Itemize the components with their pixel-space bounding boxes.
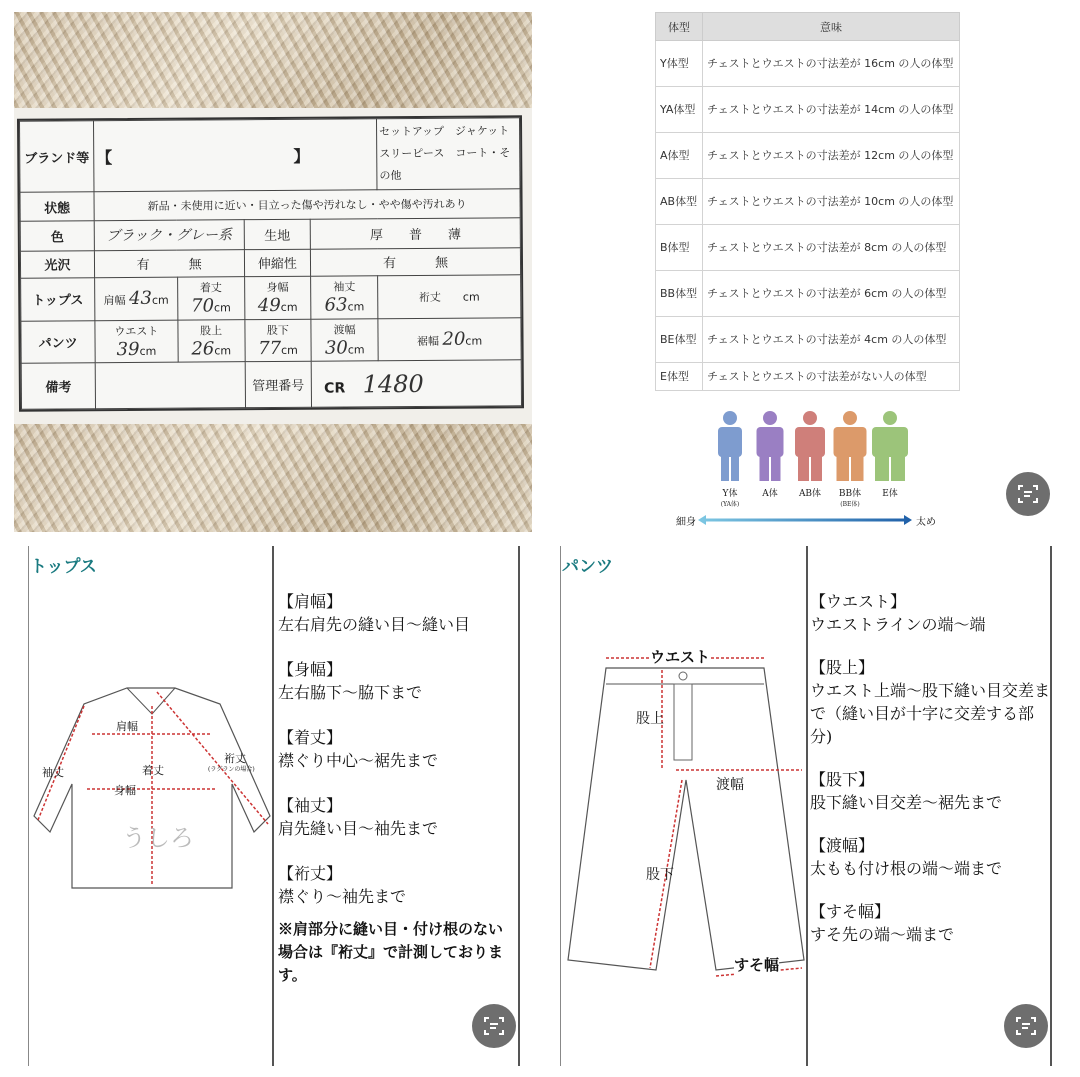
diagram-waist-label: ウエスト [650,648,711,666]
body-type-row [656,41,960,87]
scan-button-tops[interactable] [472,1004,516,1048]
pants-hem-value: 20 [442,328,466,350]
measurement-text: 太もも付け根の端〜端まで [810,859,1003,878]
diagram-shoulder-label: 肩幅 [116,720,138,733]
body-type-name: BE体型 [656,317,703,363]
unit: cm [465,334,483,348]
measurement-text: すそ先の端〜端まで [810,925,955,944]
pants-waist-name: ウエスト [114,324,159,339]
measurement-text: ウエスト上端〜股下縫い目交差まで（縫い目が十字に交差する部分) [810,681,1051,746]
pants-label: パンツ [21,320,95,363]
category-setup: セットアップ [379,124,445,139]
body-type-name: AB体型 [656,179,703,225]
measurement-heading: 【肩幅】 [278,592,343,611]
tops-width-name: 身幅 [266,281,289,295]
tops-title: トップス [30,557,97,577]
body-type-row [656,179,960,225]
body-figure [830,410,870,508]
measurement-heading: 【着丈】 [278,728,343,747]
measurement-description [278,658,518,704]
figure-sublabel: (YA体) [720,501,740,508]
unit: cm [281,343,298,357]
body-type-row [656,317,960,363]
body-figure [870,410,910,499]
measurement-description [278,726,518,772]
pants-rise-value: 26 [191,338,215,360]
condition-options: 新品・未使用に近い・目立った傷や汚れなし・やや傷や汚れあり [94,189,520,221]
divider [560,546,561,1066]
mgmt-prefix: CR [324,380,346,397]
scan-text-icon [1016,482,1040,506]
unit: cm [213,301,231,315]
unit: cm [151,293,169,308]
divider [28,546,29,1066]
measurement-heading: 【裄丈】 [278,864,343,883]
tops-shoulder-name: 肩幅 [103,294,126,308]
pants-inseam-name: 股下 [266,323,289,337]
scan-text-icon [1014,1014,1038,1038]
pants-waist-value: 39 [116,338,140,361]
brand-open-bracket: 【 [96,147,113,167]
scan-button-pants[interactable] [1004,1004,1048,1048]
mgmt-number: 1480 [362,369,424,399]
measurement-description [810,834,1050,880]
tops-shoulder-value: 43 [128,288,153,310]
measurement-heading: 【袖丈】 [278,796,343,815]
measurement-description [810,900,1050,946]
stretch-label: 伸縮性 [244,249,311,277]
body-type-meaning: チェストとウエストの寸法差が 10cm の人の体型 [703,179,960,225]
divider [518,546,520,1066]
tops-descriptions [278,590,518,987]
measurement-text: 襟ぐり中心〜裾先まで [278,751,439,770]
scan-button-top[interactable] [1006,472,1050,516]
gradient-arrow-icon [676,510,946,530]
body-figure [710,410,750,508]
body-type-name: YA体型 [656,87,703,133]
person-icon [830,410,870,482]
brand-close-bracket: 】 [293,146,310,166]
divider [806,546,808,1066]
fabric-label: 生地 [244,219,311,249]
category-coat-other: コート・その他 [379,146,511,183]
wide-label: 太め [916,517,936,528]
unit: cm [214,344,232,358]
figure-label: Y体 [722,489,738,499]
notes-label: 備考 [21,363,95,409]
divider [272,546,274,1066]
measurement-text: 襟ぐり〜袖先まで [278,887,407,906]
pants-diagram [566,640,806,985]
tops-label: トップス [21,278,95,321]
measurement-description [810,768,1050,814]
person-icon [710,410,750,482]
person-icon [870,410,910,482]
pants-thigh-value: 30 [324,337,348,359]
measurement-heading: 【ウエスト】 [810,592,907,611]
body-type-meaning: チェストとウエストの寸法差が 8cm の人の体型 [703,225,960,271]
person-icon [790,410,830,482]
diagram-yuki-label: 裄丈 [224,752,246,765]
measurement-heading: 【すそ幅】 [810,902,891,921]
body-type-row [656,225,960,271]
body-type-row [656,133,960,179]
pants-descriptions [810,590,1050,966]
diagram-thigh-label: 渡幅 [716,777,744,793]
diagram-width-label: 身幅 [114,784,136,797]
figure-label: AB体 [798,489,822,499]
condition-label: 状態 [20,192,94,222]
body-type-row [656,363,960,391]
divider [1050,546,1052,1066]
figure-label: A体 [762,489,778,499]
figure-label: BB体 [838,489,862,499]
tops-row [21,275,521,321]
measurement-heading: 【身幅】 [278,660,343,679]
figure-sublabel: (BE体) [840,501,860,508]
pants-row [21,317,521,363]
body-type-figures [710,410,940,510]
measurement-text: ウエストラインの端〜端 [810,615,986,634]
body-type-row [656,271,960,317]
measurement-tag [17,115,524,412]
mgmt-label: 管理番号 [245,362,312,408]
stretch-options: 有 無 [311,247,521,276]
fur-photo-top [14,12,532,112]
tops-length-name: 着丈 [199,281,222,295]
pants-inseam-value: 77 [258,337,282,360]
measurement-text: 左右脇下〜脇下まで [278,683,423,702]
unit: cm [347,300,365,314]
body-type-name: E体型 [656,363,703,391]
body-type-row [656,87,960,133]
measurement-description [278,590,518,636]
diagram-hem-label: すそ幅 [734,956,780,974]
tops-width-value: 49 [257,295,281,317]
slim-label: 細身 [676,517,696,528]
category-threepiece: スリーピース [379,146,445,161]
body-type-meaning: チェストとウエストの寸法差がない人の体型 [703,363,960,391]
measurement-heading: 【股上】 [810,658,875,677]
body-type-meaning: チェストとウエストの寸法差が 4cm の人の体型 [703,317,960,363]
tops-length-value: 70 [191,295,215,317]
figure-label: E体 [882,489,898,499]
luster-options: 有 無 [94,249,244,277]
diagram-length-label: 着丈 [142,764,164,777]
body-type-name: BB体型 [656,271,703,317]
body-type-meaning: チェストとウエストの寸法差が 14cm の人の体型 [703,87,960,133]
measurement-heading: 【渡幅】 [810,836,875,855]
col-type-header: 体型 [656,13,703,41]
color-label: 色 [20,221,94,251]
diagram-inseam-label: 股下 [646,867,674,883]
pants-rise-name: 股上 [200,324,223,338]
tops-sleeve-name: 袖丈 [333,280,356,294]
color-value: ブラック・グレー系 [94,220,244,250]
tops-yuki-name: 裄丈 [418,290,441,304]
pants-hem-name: 裾幅 [416,334,440,348]
body-figure [790,410,830,499]
diagram-sleeve-label: 袖丈 [42,766,64,779]
measurement-description [278,794,518,840]
body-figure [750,410,790,499]
unit: cm [280,300,298,315]
body-type-name: Y体型 [656,41,703,87]
tops-sleeve-value: 63 [324,294,348,316]
body-type-meaning: チェストとウエストの寸法差が 16cm の人の体型 [703,41,960,87]
tops-note: ※肩部分に縫い目・付け根のない場合は『裄丈』で計測しております。 [278,920,504,984]
measurement-text: 肩先縫い目〜袖先まで [278,819,439,838]
measurement-text: 左右肩先の縫い目〜縫い目 [278,615,471,634]
measurement-text: 股下縫い目交差〜裾先まで [810,793,1003,812]
measurement-heading: 【股下】 [810,770,875,789]
measurement-description [278,862,518,908]
fur-photo-bottom [14,420,532,532]
brand-label: ブランド等 [20,121,94,193]
notes-value [95,362,245,409]
brand-value [118,161,288,162]
slim-to-wide-arrow [676,510,946,530]
pants-thigh-name: 渡幅 [333,323,356,337]
body-type-name: B体型 [656,225,703,271]
pants-title: パンツ [562,557,613,577]
category-jacket: ジャケット [454,124,510,138]
diagram-yuki-note: (ラグランの場合) [208,766,255,773]
person-icon [750,410,790,482]
col-meaning-header: 意味 [703,13,960,41]
measurement-description [810,590,1050,636]
fabric-options: 厚 普 薄 [310,218,520,249]
unit: cm [462,290,480,304]
unit: cm [139,344,157,358]
diagram-rise-label: 股上 [636,711,664,727]
body-type-meaning: チェストとウエストの寸法差が 6cm の人の体型 [703,271,960,317]
body-type-name: A体型 [656,133,703,179]
body-type-table [655,12,960,391]
body-type-meaning: チェストとウエストの寸法差が 12cm の人の体型 [703,133,960,179]
diagram-back-label: うしろ [122,824,194,852]
measurement-description [810,656,1050,748]
jacket-diagram [32,684,272,894]
unit: cm [347,343,365,357]
luster-label: 光沢 [20,250,94,278]
scan-text-icon [482,1014,506,1038]
